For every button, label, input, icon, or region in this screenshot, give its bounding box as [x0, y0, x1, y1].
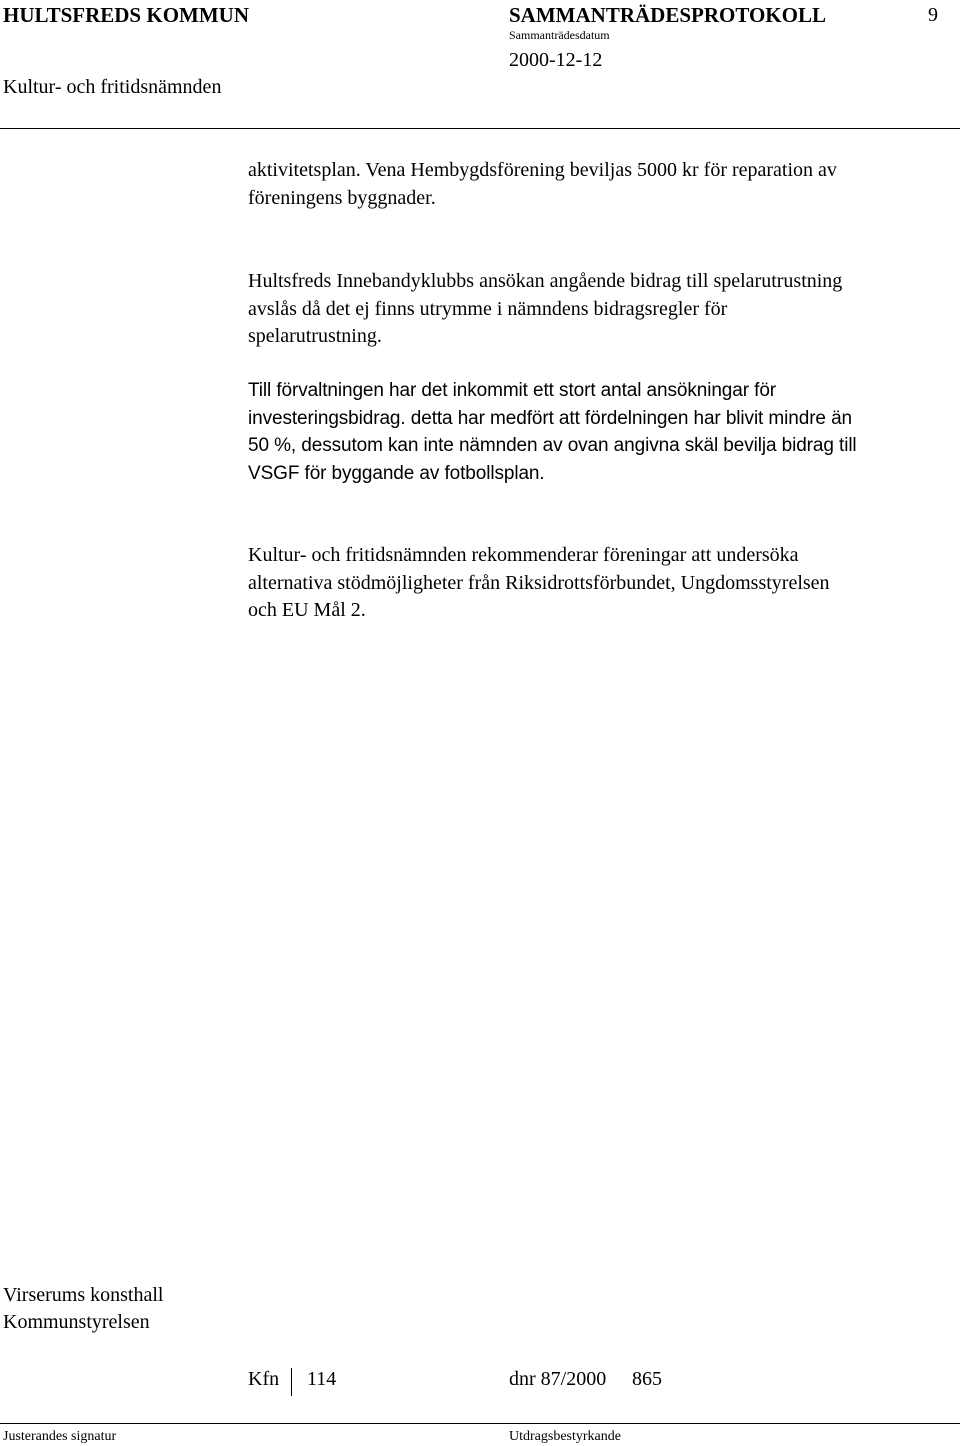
paragraph-activity-plan [248, 157, 948, 212]
text-line: aktivitetsplan. Vena Hembygdsförening beviljas 5000 kr för reparation av [248, 159, 837, 181]
dnr-code: 865 [632, 1368, 662, 1390]
text-line: alternativa stödmöjligheter från Riksidrottsförbundet, Ungdomsstyrelsen [248, 571, 830, 594]
kfn-separator [291, 1368, 292, 1396]
text-line: avslås då det ej finns utrymme i nämndens bidragsregler för [248, 297, 728, 320]
text-line: VSGF för byggande av fotbollsplan. [248, 462, 545, 484]
text-line: föreningens byggnader. [248, 186, 436, 209]
text-line: 50 %, dessutom kan inte nämnden av ovan angivna skäl bevilja bidrag till [248, 435, 857, 456]
organization-name: HULTSFREDS KOMMUN [3, 3, 250, 27]
document-type: SAMMANTRÄDESPROTOKOLL [509, 3, 826, 27]
kfn-label: Kfn [248, 1368, 280, 1390]
recipient-virserums-konsthall: Virserums konsthall [3, 1284, 164, 1306]
footer-divider [0, 1423, 960, 1424]
paragraph-innebandy [248, 268, 948, 351]
paragraph-investment-grants [248, 377, 948, 487]
page-number: 9 [928, 4, 938, 26]
text-line: Hultsfreds Innebandyklubbs ansökan angående bidrag till spelarutrustning [248, 270, 843, 292]
text-line: Till förvaltningen har det inkommit ett stort antal ansökningar för [248, 380, 777, 401]
text-line: spelarutrustning. [248, 325, 382, 347]
recipient-kommunstyrelsen: Kommunstyrelsen [3, 1311, 150, 1333]
date-label: Sammanträdesdatum [509, 28, 610, 42]
text-line: investeringsbidrag. detta har medfört att fördelningen har blivit mindre än [248, 407, 853, 429]
text-line: och EU Mål 2. [248, 599, 366, 621]
paragraph-recommendation [248, 542, 948, 625]
text-line: Kultur- och fritidsnämnden rekommenderar föreningar att undersöka [248, 544, 799, 566]
signature-label: Justerandes signatur [3, 1429, 117, 1444]
certification-label: Utdragsbestyrkande [509, 1429, 621, 1444]
kfn-number: 114 [307, 1368, 337, 1390]
meeting-date: 2000-12-12 [509, 49, 603, 71]
header-divider [0, 128, 960, 129]
dnr-reference: dnr 87/2000 [509, 1368, 607, 1390]
committee-name: Kultur- och fritidsnämnden [3, 76, 222, 98]
